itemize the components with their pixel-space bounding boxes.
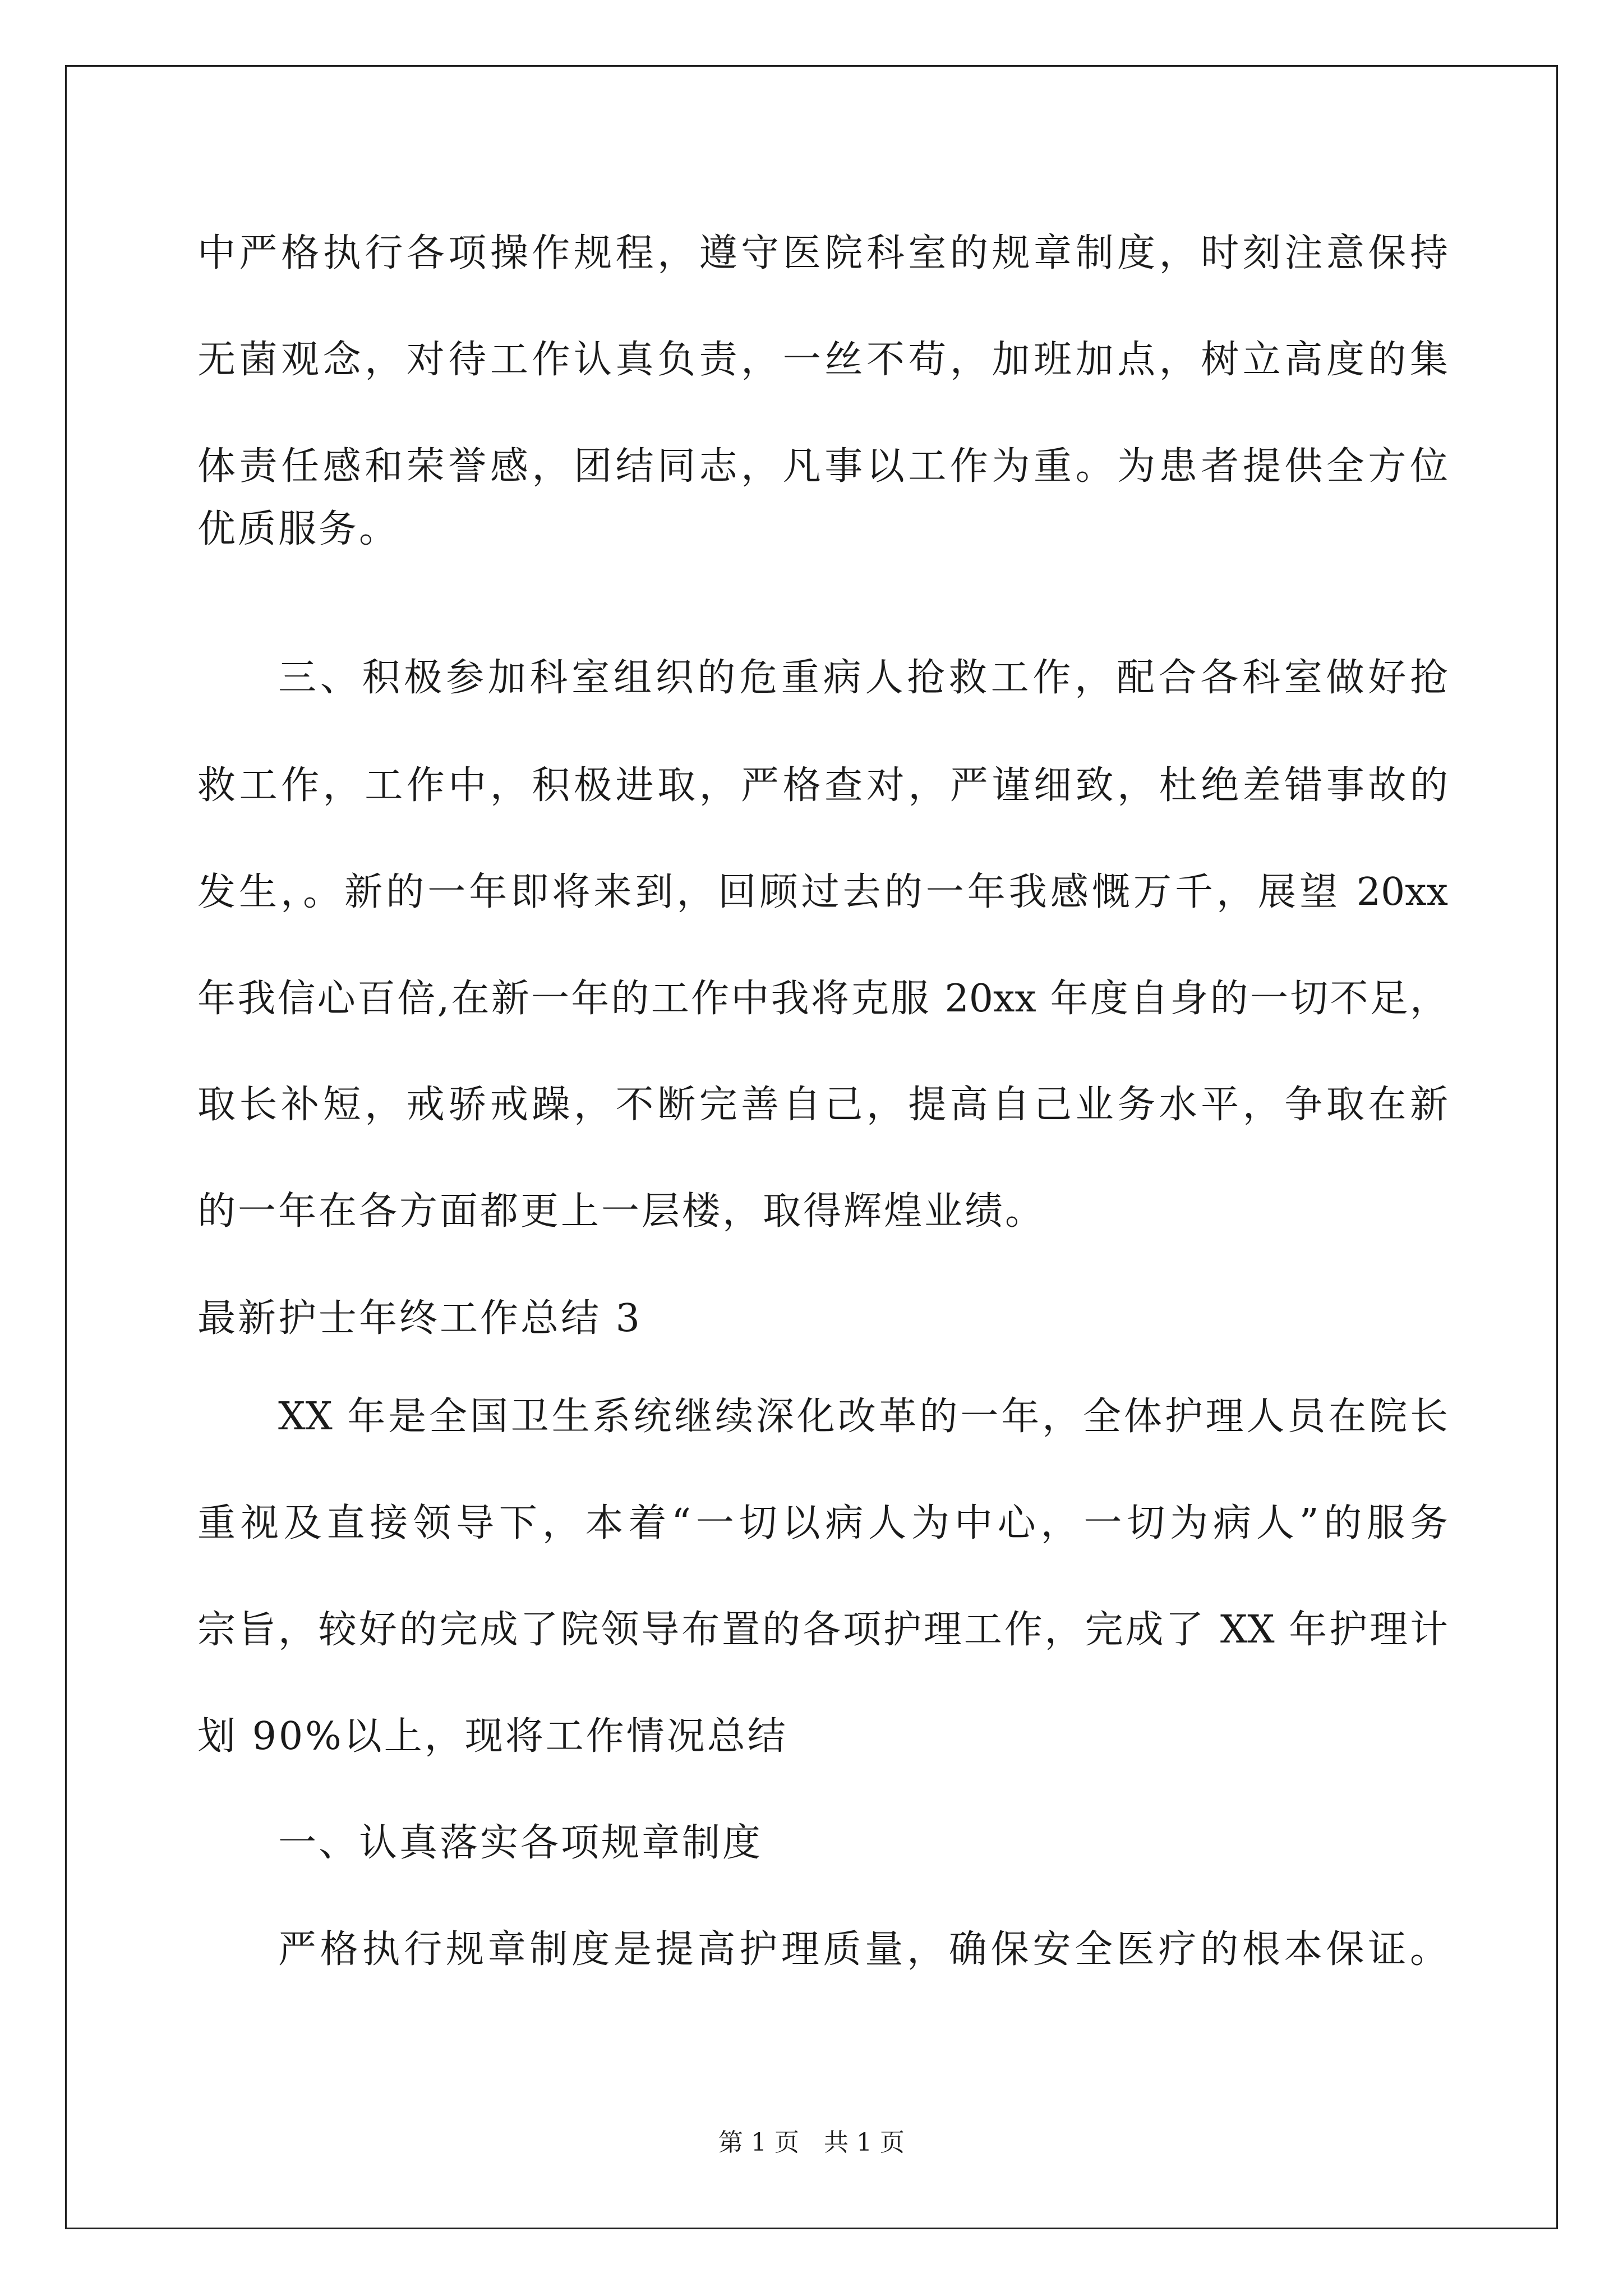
paragraph-line: 三、积极参加科室组织的危重病人抢救工作，配合各科室做好抢 — [278, 656, 1448, 700]
page-footer: 第 1 页 共 1 页 — [718, 2128, 905, 2157]
paragraph-line: 优质服务。 — [197, 507, 400, 551]
paragraph-line: 年我信心百倍,在新一年的工作中我将克服 20xx 年度自身的一切不足， — [197, 977, 1448, 1021]
paragraph-line: 严格执行规章制度是提高护理质量，确保安全医疗的根本保证。 — [278, 1927, 1448, 1972]
paragraph-line: 体责任感和荣誉感，团结同志，凡事以工作为重。为患者提供全方位 — [197, 444, 1448, 489]
paragraph-line: 救工作，工作中，积极进取，严格查对，严谨细致，杜绝差错事故的 — [197, 763, 1448, 808]
paragraph-line: 重视及直接领导下，本着“一切以病人为中心，一切为病人”的服务 — [197, 1501, 1448, 1545]
section-heading: 最新护士年终工作总结 3 — [197, 1296, 642, 1341]
paragraph-line: 的一年在各方面都更上一层楼，取得辉煌业绩。 — [197, 1189, 1046, 1234]
paragraph-line: 划 90%以上，现将工作情况总结 — [197, 1714, 788, 1759]
paragraph-line: 取长补短，戒骄戒躁，不断完善自己，提高自己业务水平，争取在新 — [197, 1083, 1448, 1127]
paragraph-line: XX 年是全国卫生系统继续深化改革的一年，全体护理人员在院长 — [278, 1395, 1448, 1439]
paragraph-line: 发生，。新的一年即将来到，回顾过去的一年我感慨万千，展望 20xx — [197, 870, 1448, 914]
paragraph-line: 无菌观念，对待工作认真负责，一丝不苟，加班加点，树立高度的集 — [197, 338, 1448, 382]
subsection-heading: 一、认真落实各项规章制度 — [278, 1821, 763, 1865]
paragraph-line: 中严格执行各项操作规程，遵守医院科室的规章制度，时刻注意保持 — [197, 231, 1448, 275]
paragraph-line: 宗旨，较好的完成了院领导布置的各项护理工作，完成了 XX 年护理计 — [197, 1608, 1448, 1652]
page-border — [65, 65, 1558, 2229]
